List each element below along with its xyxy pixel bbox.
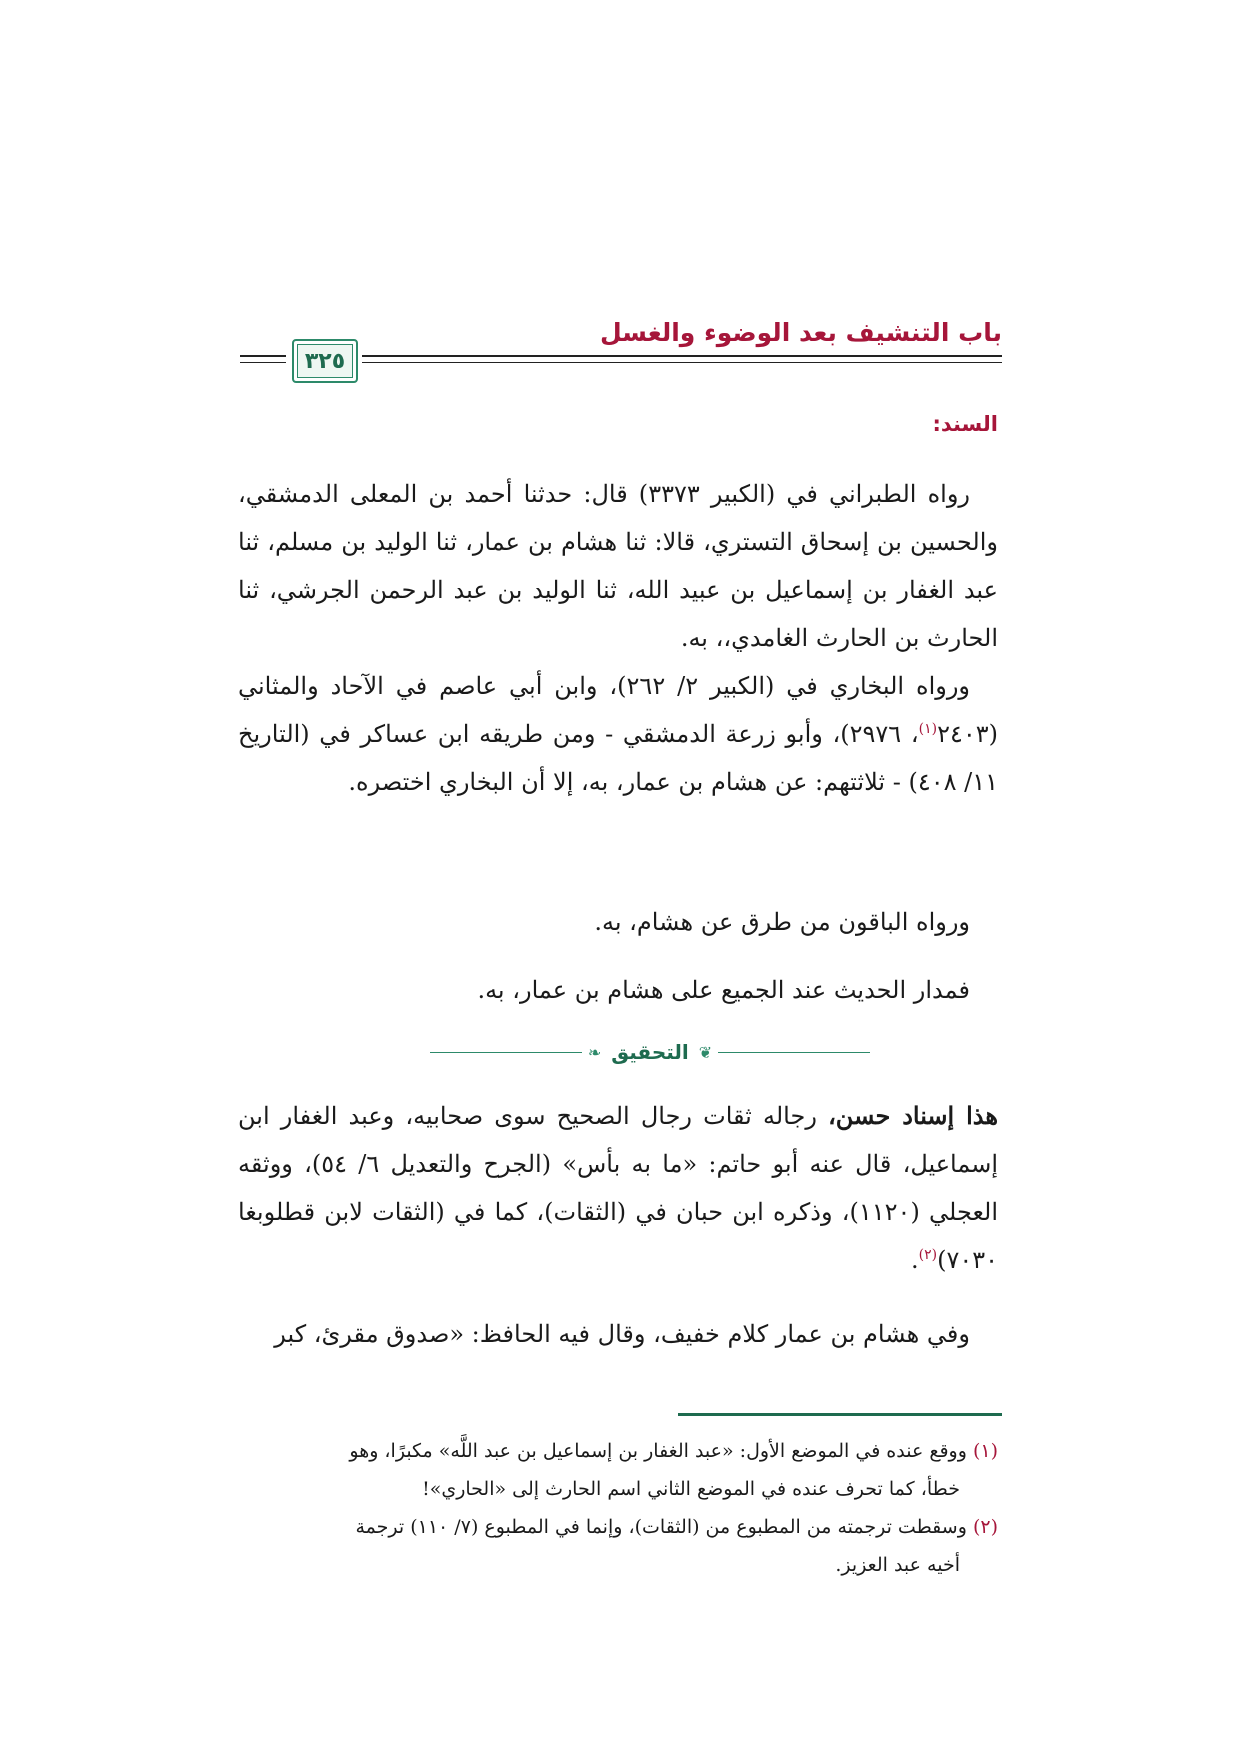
tahqiq-p2-text: وفي هشام بن عمار كلام خفيف، وقال فيه الحافظ: «صدوق مقرئ، كبر (274, 1320, 970, 1348)
footnote-separator (678, 1413, 1002, 1416)
divider-line-right (718, 1052, 870, 1053)
tahqiq-paragraph-2 (238, 1310, 998, 1358)
footnote-2 (238, 1508, 998, 1584)
footnote-ref-1[interactable]: (١) (918, 721, 938, 737)
sanad-paragraph-2 (238, 662, 998, 806)
tahqiq-p1-end: . (910, 1246, 919, 1274)
sanad-heading: السند: (932, 412, 998, 436)
footnote-2-number: (٢) (972, 1516, 998, 1538)
header-rule-right-top (362, 355, 1002, 357)
footnote-1-line-1: ووقع عنده في الموضع الأول: «عبد الغفار بن إسماعيل بن عبد اللَّه» مكبرًا، وهو (349, 1440, 973, 1462)
sanad-p1-text: رواه الطبراني في (الكبير ٣٣٧٣) قال: حدثنا أحمد بن المعلى الدمشقي، والحسين بن إسحاق التستري، قالا: ثنا هشام بن عمار، ثنا الوليد بن مسلم، ثنا عبد الغفار بن إسماعيل بن عبيد الله، ثنا الوليد بن عبد الرحمن الجرشي، ثنا الحارث بن الحارث الغامدي،، به. (238, 480, 998, 652)
footnote-2-line-2: أخيه عبد العزيز. (835, 1554, 960, 1576)
header-rule-right-bottom (362, 362, 1002, 363)
sanad-p4-text: فمدار الحديث عند الجميع على هشام بن عمار، به. (477, 976, 970, 1004)
ornament-icon: ❦ (698, 1042, 713, 1062)
tahqiq-divider (430, 1037, 870, 1067)
footnote-ref-2[interactable]: (٢) (918, 1247, 938, 1263)
sanad-paragraph-1 (238, 470, 998, 662)
divider-line-left (430, 1052, 582, 1053)
tahqiq-heading: التحقيق (611, 1040, 689, 1064)
tahqiq-p1-text: رجاله ثقات رجال الصحيح سوى صحابيه، وعبد الغفار ابن إسماعيل، قال عنه أبو حاتم: «ما به بأس» (الجرح والتعديل ٦/ ٥٤)، ووثقه العجلي (١١٢٠)، وذكره ابن حبان في (الثقات)، كما في (الثقات لابن قطلوبغا ٧٠٣٠) (238, 1102, 999, 1274)
chapter-title: باب التنشيف بعد الوضوء والغسل (599, 318, 1002, 347)
sanad-p2-text-a: ورواه البخاري في (الكبير ٢/ ٢٦٢)، وابن أبي عاصم في الآحاد والمثاني (٢٤٠٣ (238, 672, 998, 748)
sanad-paragraph-3 (238, 898, 998, 946)
sanad-p2-text-b: ، ٢٩٧٦)، وأبو زرعة الدمشقي - ومن طريقه ابن عساكر في (التاريخ ١١/ ٤٠٨) - ثلاثتهم: عن هشام بن عمار، به، إلا أن البخاري اختصره. (238, 720, 998, 796)
tahqiq-paragraph-1 (238, 1092, 998, 1284)
footnote-1 (238, 1432, 998, 1508)
sanad-p3-text: ورواه الباقون من طرق عن هشام، به. (594, 908, 970, 936)
footnote-1-number: (١) (972, 1440, 998, 1462)
footnote-2-line-1: وسقطت ترجمته من المطبوع من (الثقات)، وإنما في المطبوع (٧/ ١١٠) ترجمة (355, 1516, 973, 1538)
header-rule-left-top (240, 355, 286, 357)
ornament-icon: ❧ (587, 1042, 602, 1062)
tahqiq-lead: هذا إسناد حسن، (828, 1101, 998, 1130)
header-rule-left-bottom (240, 362, 286, 363)
page-number: ٣٢٥ (292, 339, 358, 383)
footnote-1-line-2: خطأ، كما تحرف عنده في الموضع الثاني اسم الحارث إلى «الحاري»! (422, 1478, 960, 1500)
sanad-paragraph-4 (238, 966, 998, 1014)
